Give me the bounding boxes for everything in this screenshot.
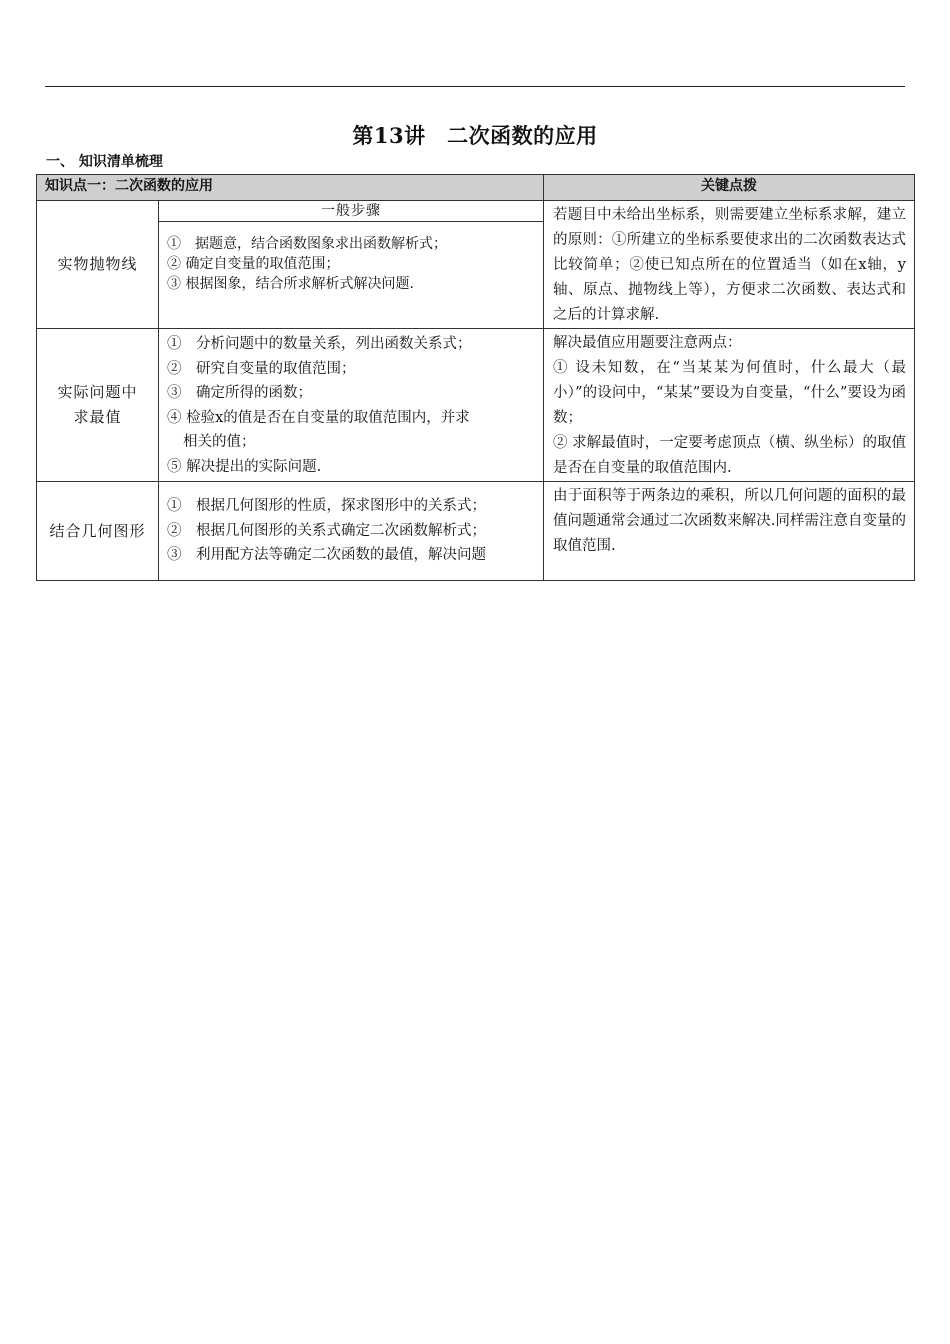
row-label-line: 求最值	[73, 408, 122, 426]
list-item: ② 根据几何图形的关系式确定二次函数解析式；	[167, 522, 486, 539]
list-item: ④ 检验x的值是否在自变量的取值范围内，并求	[167, 409, 470, 426]
list-item: ① 根据几何图形的性质，探求图形中的关系式；	[167, 498, 486, 514]
key-point-text: 若题目中未给出坐标系，则需要建立坐标系求解，建立的原则：①所建立的坐标系要使求出的二次函数表达式比较简单；②使已知点所在的位置适当（如在x轴，y轴、原点、抛物线上等），方便求二次函数、表达式和之后的计算求解.	[553, 207, 906, 323]
header-key-points: 关键点拨	[544, 175, 915, 201]
list-item: ① 据题意，结合函数图象求出函数解析式；	[167, 236, 447, 252]
page-title: 第13讲 二次函数的应用	[352, 123, 598, 148]
table-header-row	[37, 175, 915, 201]
key-point-text: 由于面积等于两条边的乘积，所以几何问题的面积的最值问题通常会通过二次函数来解决.同样需注意自变量的取值范围.	[553, 488, 906, 554]
table-row	[37, 201, 915, 329]
key-point-line: ① 设未知数，在“当某某为何值时，什么最大（最小）”的设问中，“某某”要设为自变量，“什么”要设为函数；	[553, 360, 906, 426]
key-point-line: 解决最值应用题要注意两点：	[553, 335, 742, 351]
row-label-line: 实际问题中	[57, 383, 138, 401]
key-point-cell	[544, 482, 915, 581]
list-item: ③ 利用配方法等确定二次函数的最值，解决问题	[167, 547, 486, 563]
list-item: ② 确定自变量的取值范围；	[167, 256, 340, 272]
list-item: ① 分析问题中的数量关系，列出函数关系式；	[167, 336, 472, 352]
steps-list	[159, 222, 543, 294]
steps-cell	[159, 482, 544, 581]
section-heading: 一、 知识清单梳理	[46, 154, 163, 170]
steps-header: 一般步骤	[159, 201, 543, 222]
key-point-line: ② 求解最值时，一定要考虑顶点（横、纵坐标）的取值是否在自变量的取值范围内.	[553, 435, 906, 476]
list-item: ⑤ 解决提出的实际问题.	[167, 458, 322, 475]
list-item: ③ 确定所得的函数；	[167, 385, 312, 401]
steps-list	[159, 482, 543, 568]
header-knowledge-point: 知识点一：二次函数的应用	[37, 175, 544, 201]
table-row	[37, 482, 915, 581]
steps-cell	[159, 329, 544, 482]
key-point-cell	[544, 201, 915, 329]
table-row	[37, 329, 915, 482]
steps-cell	[159, 201, 544, 329]
list-item: ② 研究自变量的取值范围；	[167, 360, 356, 377]
key-point-text	[544, 329, 914, 481]
list-item: 相关的值；	[183, 434, 256, 450]
top-rule	[45, 86, 905, 87]
row-label: 实物抛物线	[37, 201, 159, 329]
key-point-cell	[544, 329, 915, 482]
list-item: ③ 根据图象，结合所求解析式解决问题.	[167, 276, 414, 292]
row-label: 结合几何图形	[37, 482, 159, 581]
steps-list	[159, 329, 543, 479]
knowledge-table	[36, 174, 915, 581]
row-label	[37, 329, 159, 482]
